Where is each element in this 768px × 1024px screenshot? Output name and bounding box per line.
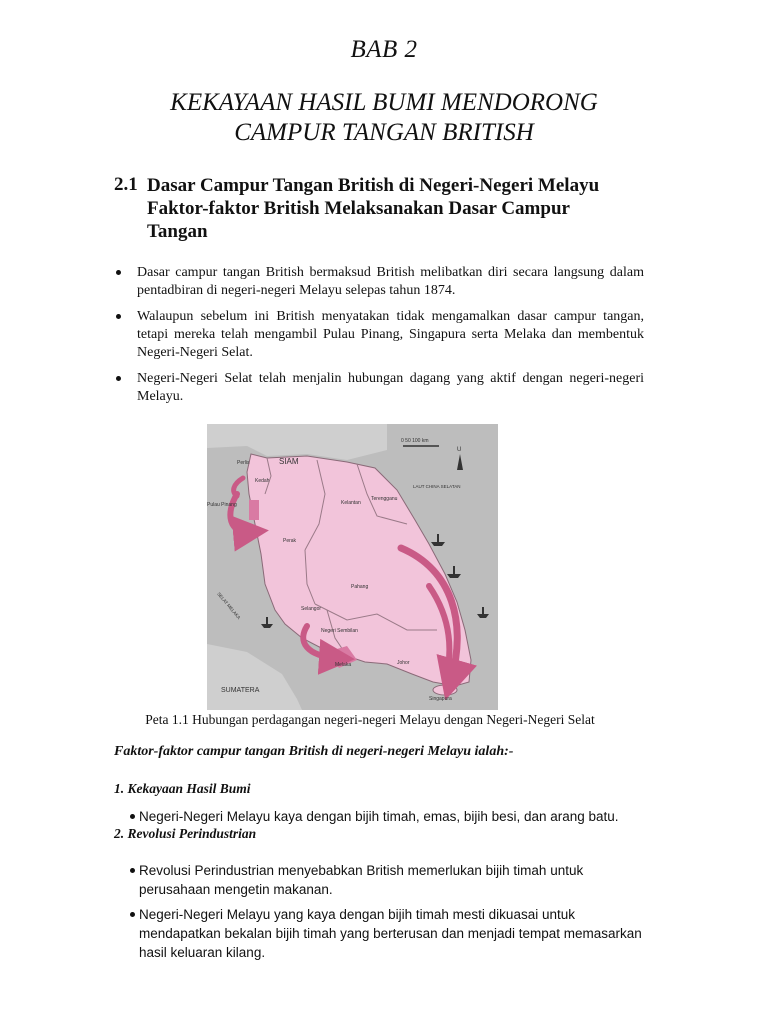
page-title-line-2: CAMPUR TANGAN BRITISH <box>234 119 534 146</box>
factor-2-point-2: Negeri-Negeri Melayu yang kaya dengan bijih timah mesti dikuasai untuk mendapatkan bekalan bijih timah yang berterusan dan menjadi tempat memasarkan hasil keluaran kilang. <box>130 905 650 962</box>
trade-map <box>207 424 498 710</box>
label-siam: SIAM <box>279 457 299 466</box>
label-singapura: Singapura <box>429 696 452 702</box>
label-selangor: Selangor <box>301 606 322 612</box>
label-negeri-sembilan: Negeri Sembilan <box>321 628 358 634</box>
north-label: U <box>457 447 462 453</box>
page-title-line-1: KEKAYAAN HASIL BUMI MENDORONG <box>170 89 598 116</box>
bullet-dot <box>130 868 135 873</box>
trade-map-figure <box>207 424 498 710</box>
factor-1-point-1: Negeri-Negeri Melayu kaya dengan bijih timah, emas, bijih besi, dan arang batu. <box>130 807 650 826</box>
singapura-island <box>433 685 457 695</box>
factor-heading-1: 1. Kekayaan Hasil Bumi <box>114 781 251 796</box>
label-pahang: Pahang <box>351 584 369 590</box>
bullet-dot <box>130 912 135 917</box>
section-number: 2.1 <box>114 174 138 195</box>
label-sumatera: SUMATERA <box>221 687 260 694</box>
label-johor: Johor <box>397 660 410 666</box>
label-laut-china-selatan: LAUT CHINA SELATAN <box>413 484 461 489</box>
page-title <box>0 88 768 148</box>
section-title: Dasar Campur Tangan British di Negeri-Negeri Melayu Faktor-faktor British Melaksanakan Dasar Campur Tangan <box>147 175 600 242</box>
map-caption: Peta 1.1 Hubungan perdagangan negeri-negeri Melayu dengan Negeri-Negeri Selat <box>145 712 595 727</box>
label-perlis: Perlis <box>237 460 250 466</box>
intro-bullet-3: Negeri-Negeri Selat telah menjalin hubungan dagang yang aktif dengan negeri-negeri Melayu. <box>114 370 644 406</box>
pulau-pinang-area <box>249 500 259 520</box>
factors-intro: Faktor-faktor campur tangan British di negeri-negeri Melayu ialah:- <box>114 744 514 759</box>
label-kelantan: Kelantan <box>341 500 361 506</box>
label-terengganu: Terengganu <box>371 496 398 502</box>
bullet-dot <box>130 814 135 819</box>
label-kedah: Kedah <box>255 478 270 484</box>
intro-bullet-list <box>114 264 644 414</box>
label-pulau-pinang: Pulau Pinang <box>207 502 237 508</box>
scale-label: 0 50 100 km <box>401 438 429 444</box>
intro-bullet-2: Walaupun sebelum ini British menyatakan tidak mengamalkan dasar campur tangan, tetapi mereka telah mengambil Pulau Pinang, Singapura serta Melaka dan membentuk Negeri-Negeri Selat. <box>114 308 644 362</box>
chapter-heading: BAB 2 <box>350 36 418 63</box>
label-melaka: Melaka <box>335 662 352 668</box>
label-perak: Perak <box>283 538 297 544</box>
factor-2-point-1: Revolusi Perindustrian menyebabkan British memerlukan bijih timah untuk perusahaan mengetin makanan. <box>130 861 650 899</box>
intro-bullet-1: Dasar campur tangan British bermaksud British melibatkan diri secara langsung dalam pentadbiran di negeri-negeri Melayu selepas tahun 1874. <box>114 264 644 300</box>
factor-heading-2: 2. Revolusi Perindustrian <box>114 826 257 841</box>
label-selat-melaka: SELAT MELAKA <box>216 591 242 621</box>
